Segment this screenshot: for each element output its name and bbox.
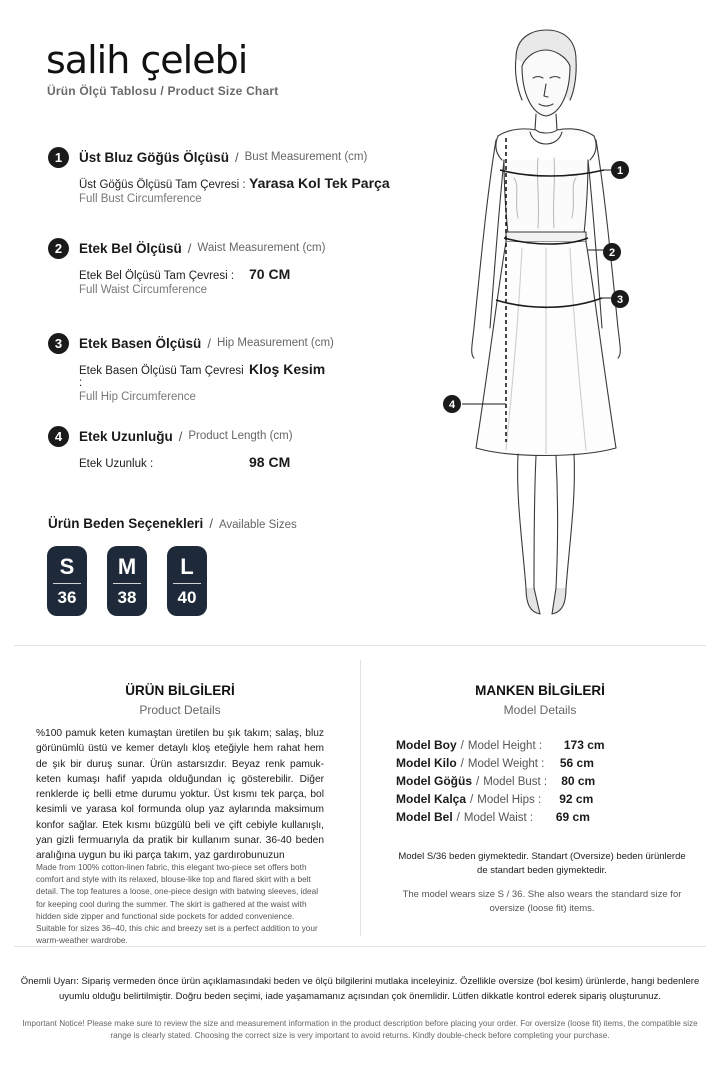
separator: / xyxy=(456,812,460,824)
size-letter: M xyxy=(117,553,137,579)
svg-text:4: 4 xyxy=(448,399,456,411)
separator: / xyxy=(207,335,211,351)
measurement-length xyxy=(48,425,408,470)
measurement-label: Etek Uzunluk : xyxy=(79,458,154,470)
model-row-label-en: Model Weight : xyxy=(467,758,545,770)
model-row xyxy=(396,738,605,756)
marker-2-icon xyxy=(603,243,621,261)
product-info-subtitle: Product Details xyxy=(139,703,221,717)
size-options xyxy=(47,546,207,616)
size-badge-m[interactable] xyxy=(107,546,147,616)
model-row xyxy=(396,792,605,810)
measurement-title: Etek Basen Ölçüsü xyxy=(79,335,202,351)
model-row-value: 56 cm xyxy=(559,756,594,770)
size-number: 40 xyxy=(177,587,197,607)
size-divider xyxy=(53,583,81,584)
separator: / xyxy=(209,516,213,531)
model-row-label: Model Kilo xyxy=(396,756,457,770)
measurement-label: Etek Basen Ölçüsü Tam Çevresi : xyxy=(79,365,244,389)
measurement-title: Etek Bel Ölçüsü xyxy=(79,240,182,256)
model-row-value: 80 cm xyxy=(561,774,596,788)
measurement-value: Yarasa Kol Tek Parça xyxy=(249,175,390,191)
measurement-bust xyxy=(48,146,408,205)
model-row-label: Model Kalça xyxy=(396,792,467,806)
measurement-title: Etek Uzunluğu xyxy=(79,428,173,444)
model-info-subtitle: Model Details xyxy=(503,703,577,717)
separator: / xyxy=(187,240,192,256)
measurement-hip xyxy=(48,332,408,403)
product-info-title: ÜRÜN BİLGİLERİ xyxy=(125,683,235,698)
svg-text:3: 3 xyxy=(616,294,624,306)
marker-1-icon xyxy=(611,161,629,179)
product-description-tr: %100 pamuk keten kumaştan üretilen bu şık takım; salaş, bluz görünümlü üstü ve kemer detaylı kloş eteğiyle hem rahat hem de şık bir duruş sunar. Ürün astarsızdır. Beyaz renk pamuk-keten kumaşı hafif yapıda olduğundan iç gösterebilir. Diğer renklerde iç belli etme durumu yoktur. Üst kısmı tek parça, bol kesimli ve yarasa kol formunda olup yaz aylarında maksimum konfor sağlar. Etek kısmı büzgülü beli ve çift cebiyle kullanışlı, yan gizli fermuarıyla da pratik bir kullanım sunar. 36-40 beden aralığına uygun bu iki parça takım, yaz gardırobunuzun xyxy=(36,728,324,862)
warning-text-tr: Önemli Uyarı: Sipariş vermeden önce ürün açıklamasındaki beden ve ölçü bilgilerini mutlaka inceleyiniz. Özellikle oversize (bol kesim) ürünlerde, hangi bedenlere uyumlu olduğu belirtilmiştir. Doğru beden seçimi, iade yaşamamanız açısından çok önemlidir. Lütfen dikkatle kontrol ederek sipariş oluşturunuz. xyxy=(20,976,700,1002)
divider-vertical xyxy=(360,660,361,936)
measurement-title-en: Waist Measurement (cm) xyxy=(197,242,326,254)
marker-4-icon xyxy=(443,395,461,413)
measurement-sub: Full Bust Circumference xyxy=(79,193,202,205)
svg-text:2: 2 xyxy=(608,247,616,259)
size-number: 36 xyxy=(57,587,77,607)
model-row-value: 173 cm xyxy=(563,738,605,752)
measurement-value: 70 CM xyxy=(249,266,291,282)
measurement-title-en: Hip Measurement (cm) xyxy=(216,337,334,349)
measurement-label: Üst Göğüs Ölçüsü Tam Çevresi : xyxy=(79,179,246,191)
model-row-label-en: Model Bust : xyxy=(483,776,548,788)
warning-text-en: Important Notice! Please make sure to review the size and measurement information in the product description before placing your order. For oversize (loose fit) items, the compatible size range is clearly stated. Choosing the correct size is very important to avoid returns. Kindly double-check before completing your purchase. xyxy=(22,1019,698,1041)
separator: / xyxy=(235,149,239,165)
model-row-label-en: Model Hips : xyxy=(477,794,542,806)
size-divider xyxy=(113,583,141,584)
model-row-value: 69 cm xyxy=(555,810,590,824)
model-note-en: The model wears size S / 36. She also wears the standard size for oversize (loose fit) items. xyxy=(402,889,682,914)
model-row-value: 92 cm xyxy=(559,792,594,806)
separator: / xyxy=(460,758,464,770)
size-letter: L xyxy=(180,553,194,579)
measurement-value: Kloş Kesim xyxy=(249,361,326,377)
separator: / xyxy=(178,428,183,444)
number-badge: 4 xyxy=(48,426,69,447)
separator: / xyxy=(476,776,480,788)
size-letter: S xyxy=(59,553,75,579)
number-badge: 3 xyxy=(48,333,69,354)
model-note-tr: Model S/36 beden giymektedir. Standart (Oversize) beden ürünlerde de standart beden giymektedir. xyxy=(398,851,686,876)
measurement-waist xyxy=(48,237,408,296)
model-info-title: MANKEN BİLGİLERİ xyxy=(475,683,605,698)
size-badge-l[interactable] xyxy=(167,546,207,616)
measurement-label: Etek Bel Ölçüsü Tam Çevresi : xyxy=(79,270,235,282)
size-badge-s[interactable] xyxy=(47,546,87,616)
size-number: 38 xyxy=(117,587,137,607)
number-badge: 2 xyxy=(48,238,69,259)
separator: / xyxy=(460,740,464,752)
model-measurements-table xyxy=(396,738,605,828)
page-subtitle: Ürün Ölçü Tablosu / Product Size Chart xyxy=(47,84,279,98)
sizes-title-tr: Ürün Beden Seçenekleri xyxy=(48,516,204,531)
product-description-en: Made from 100% cotton-linen fabric, this elegant two-piece set offers both comfort and style with its relaxed, blouse-like top and flared skirt with a belt detail. The top features a loose, one-piece design with batwing sleeves, ideal for keeping cool during the summer. The skirt is gathered at the waist with hidden side zipper and functional side pockets for added convenience. Suitable for sizes 36–40, this chic and breezy set is a perfect addition to your warm-weather wardrobe. xyxy=(36,862,319,946)
model-row-label: Model Göğüs xyxy=(396,774,472,788)
measurement-title: Üst Bluz Göğüs Ölçüsü xyxy=(79,149,230,165)
model-row-label-en: Model Height : xyxy=(467,740,543,752)
brand-logo: salih çelebi xyxy=(46,38,248,82)
measurement-sub: Full Waist Circumference xyxy=(79,284,208,296)
measurement-title-en: Product Length (cm) xyxy=(188,430,293,442)
measurement-value: 98 CM xyxy=(249,454,291,470)
number-badge: 1 xyxy=(48,147,69,168)
model-row xyxy=(396,756,605,774)
measurement-title-en: Bust Measurement (cm) xyxy=(244,151,368,163)
model-figure-illustration xyxy=(430,28,660,628)
size-divider xyxy=(173,583,201,584)
sizes-title xyxy=(48,516,297,531)
sizes-title-en: Available Sizes xyxy=(218,519,297,531)
model-row xyxy=(396,774,605,792)
measurement-sub: Full Hip Circumference xyxy=(79,391,196,403)
model-row-label: Model Bel xyxy=(396,810,453,824)
separator: / xyxy=(470,794,474,806)
model-row-label-en: Model Waist : xyxy=(463,812,534,824)
marker-3-icon xyxy=(611,290,629,308)
svg-text:1: 1 xyxy=(616,165,624,177)
divider-top xyxy=(14,645,706,646)
model-row-label: Model Boy xyxy=(396,738,457,752)
model-row xyxy=(396,810,605,828)
